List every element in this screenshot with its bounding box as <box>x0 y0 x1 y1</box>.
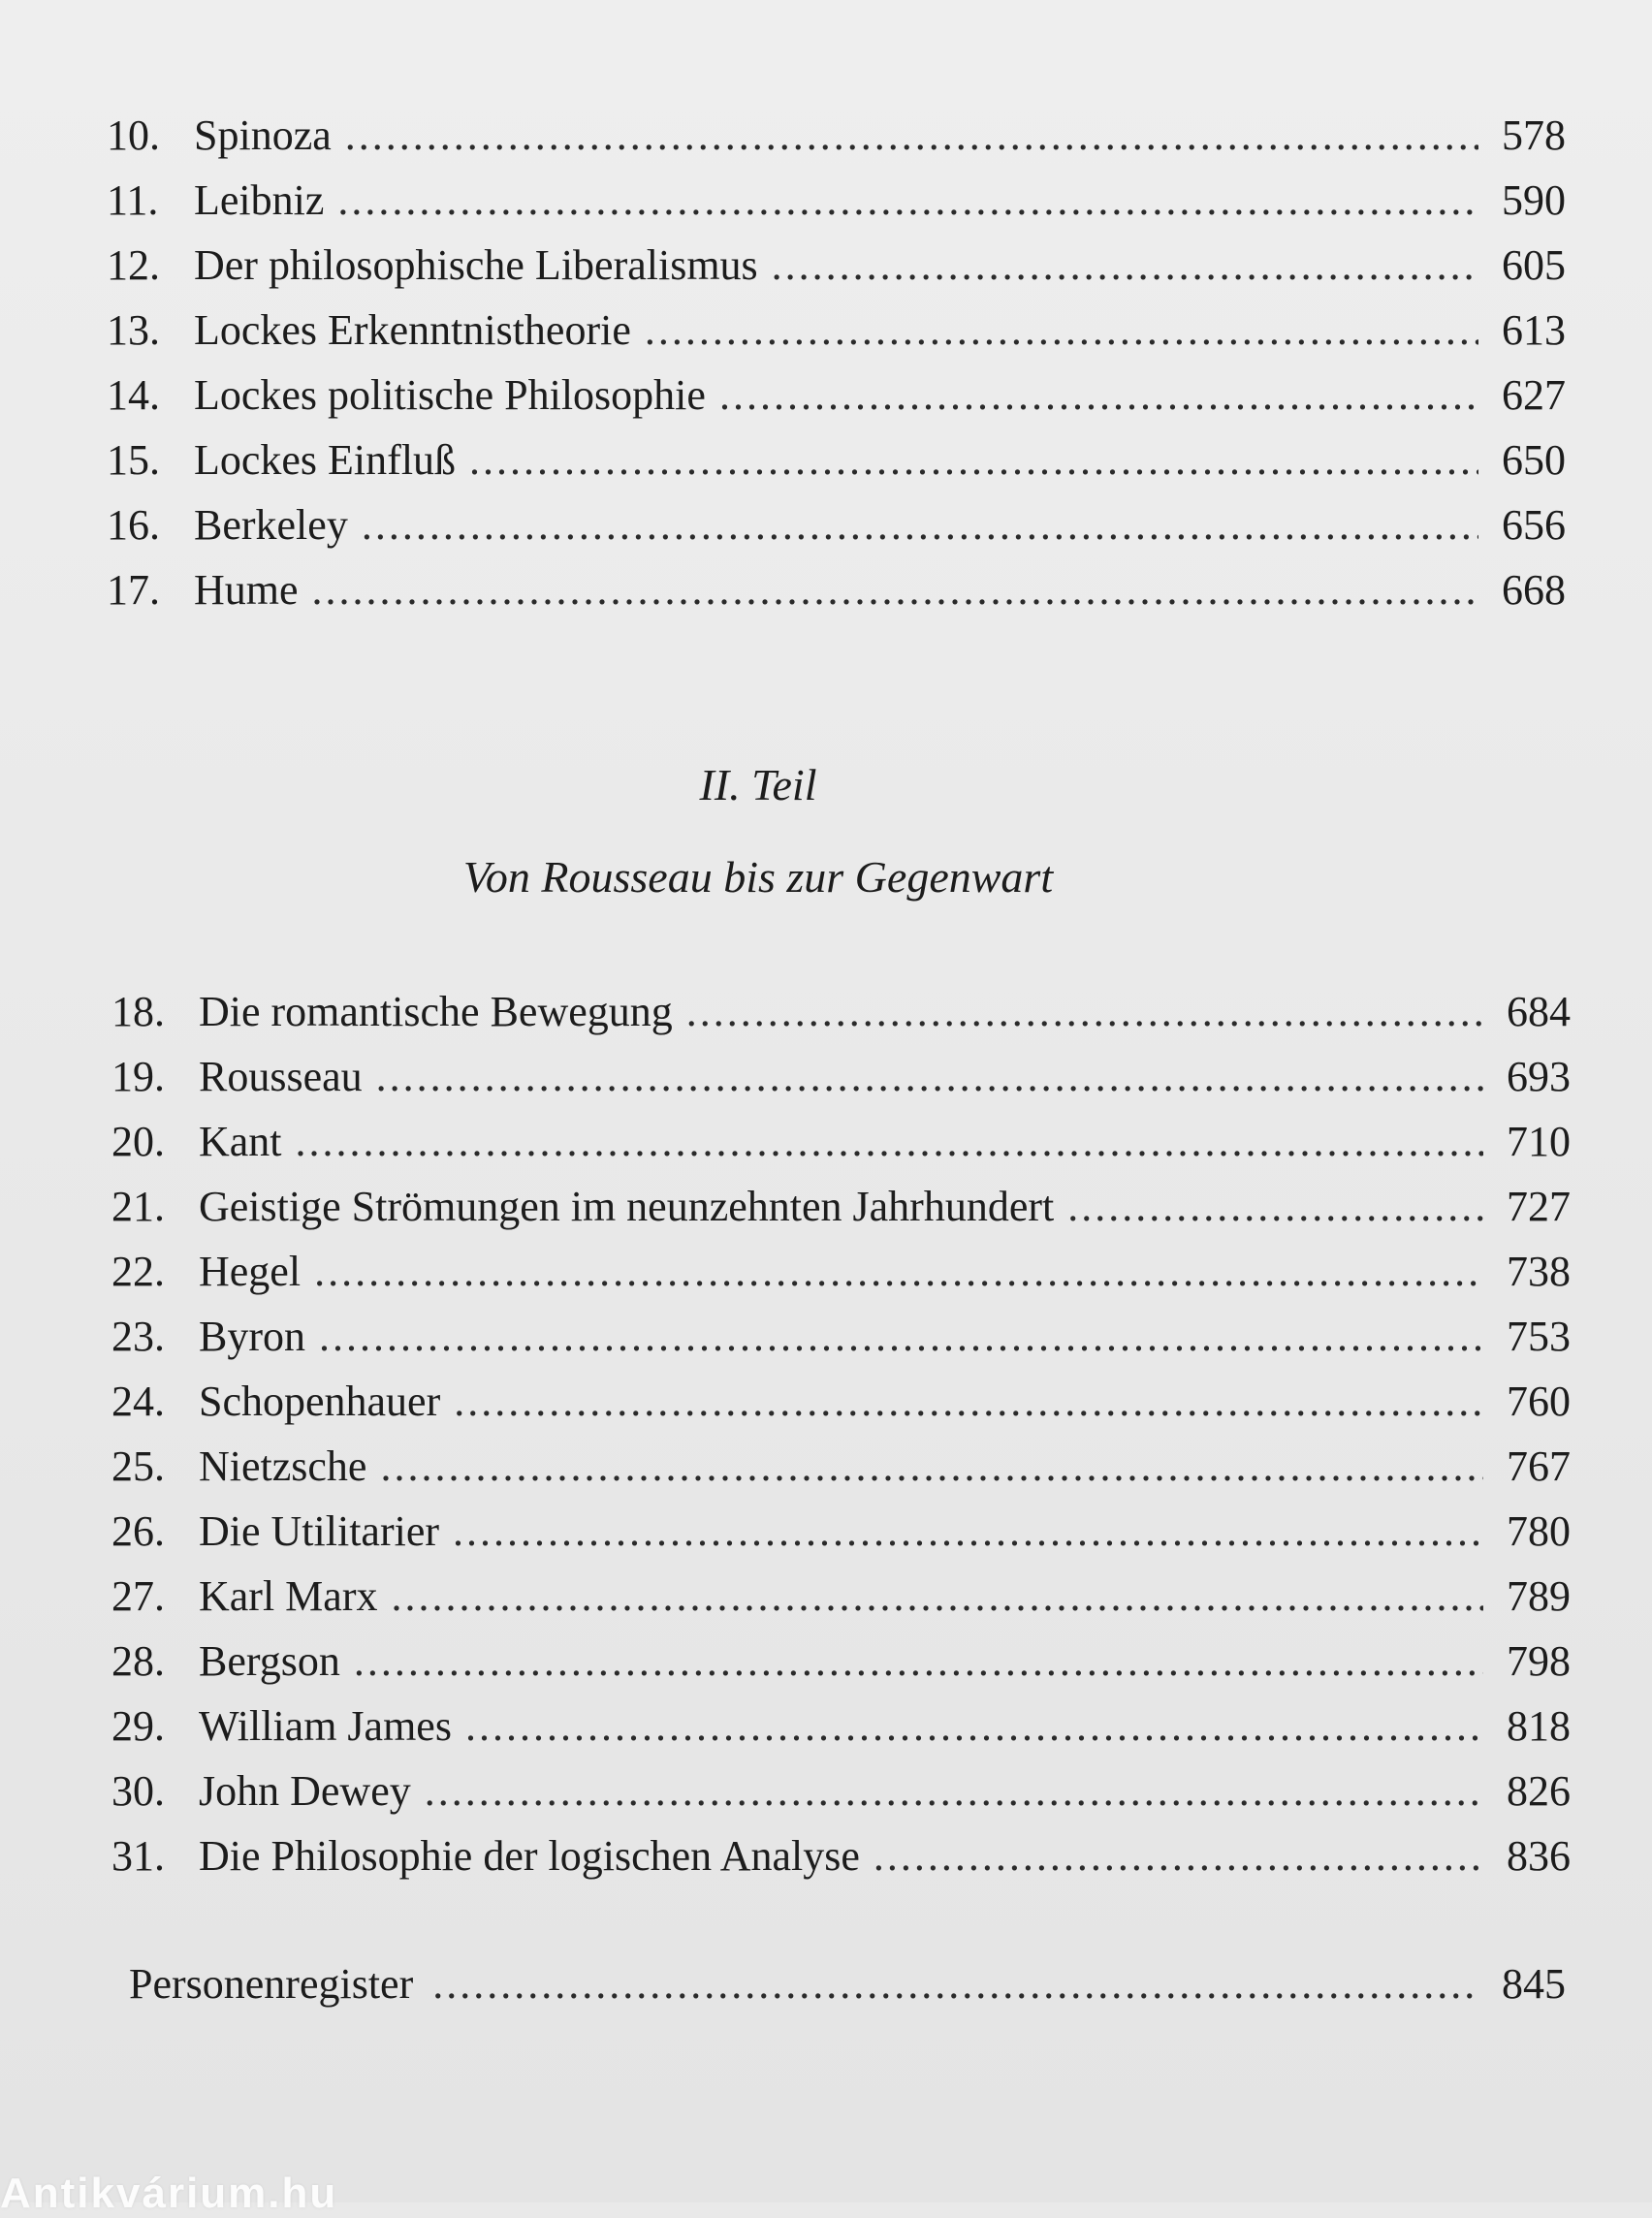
toc-entry <box>107 168 1566 233</box>
toc-entry-number: 10. <box>107 111 160 159</box>
toc-entry-number: 21. <box>111 1183 165 1230</box>
toc-entry-title: Leibniz <box>194 176 325 224</box>
toc-entry-number: 12. <box>107 241 160 289</box>
toc-entry <box>111 1434 1571 1499</box>
toc-entry-page: 789 <box>1507 1572 1571 1620</box>
toc-entry-page: 826 <box>1507 1767 1571 1815</box>
leader-dots <box>392 1564 1484 1629</box>
toc-entry <box>111 1239 1571 1304</box>
toc-entry-title: Die Utilitarier <box>199 1507 440 1555</box>
toc-entry <box>107 298 1566 363</box>
toc-entry-number: 13. <box>107 306 160 354</box>
toc-entry <box>111 1499 1571 1564</box>
toc-entry <box>111 1759 1571 1823</box>
leader-dots <box>645 298 1478 363</box>
toc-entry-title: Lockes Einfluß <box>194 436 457 484</box>
toc-entry-page: 668 <box>1502 566 1566 614</box>
toc-entry-title: Spinoza <box>194 111 332 159</box>
toc-entry-title: William James <box>199 1702 452 1750</box>
toc-entry <box>111 979 1571 1044</box>
toc-entry-number: 18. <box>111 988 165 1035</box>
toc-entry-page: 590 <box>1502 176 1566 224</box>
toc-entry <box>111 1369 1571 1434</box>
toc-entry-number: 14. <box>107 371 160 419</box>
leader-dots <box>312 557 1478 622</box>
toc-entry-page: 684 <box>1507 988 1571 1035</box>
toc-index-section <box>129 1951 1566 2016</box>
toc-entry-page: 650 <box>1502 436 1566 484</box>
leader-dots <box>376 1044 1483 1109</box>
toc-entry-title: Karl Marx <box>199 1572 378 1620</box>
part-subtitle-heading: Von Rousseau bis zur Gegenwart <box>462 852 1054 902</box>
toc-entry <box>111 1694 1571 1759</box>
toc-entry-page: 836 <box>1507 1832 1571 1880</box>
toc-entry-page: 780 <box>1507 1507 1571 1555</box>
toc-entry <box>107 492 1566 557</box>
toc-entry-title: Schopenhauer <box>199 1378 441 1425</box>
toc-entry-page: 753 <box>1507 1313 1571 1360</box>
toc-entry <box>107 233 1566 298</box>
toc-entry-title: Personenregister <box>129 1960 414 2008</box>
toc-entry-number: 23. <box>111 1313 165 1360</box>
leader-dots <box>337 168 1478 233</box>
toc-entry-number: 24. <box>111 1378 165 1425</box>
toc-entry-number: 16. <box>107 501 160 549</box>
leader-dots <box>354 1629 1483 1694</box>
watermark-text: Antikvárium.hu <box>0 2170 338 2217</box>
leader-dots <box>362 492 1478 557</box>
toc-entry-page: 727 <box>1507 1183 1571 1230</box>
toc-entry-number: 27. <box>111 1572 165 1620</box>
toc-entry <box>111 1564 1571 1629</box>
toc-entry-page: 818 <box>1507 1702 1571 1750</box>
leader-dots <box>453 1499 1483 1564</box>
toc-entry-title: Rousseau <box>199 1053 363 1100</box>
toc-entry-number: 31. <box>111 1832 165 1880</box>
toc-entry <box>111 1823 1571 1888</box>
toc-entry-number: 25. <box>111 1442 165 1490</box>
toc-entry-page: 738 <box>1507 1248 1571 1295</box>
toc-entry-page: 760 <box>1507 1378 1571 1425</box>
toc-entry-number: 20. <box>111 1118 165 1165</box>
toc-entry-page: 798 <box>1507 1637 1571 1685</box>
leader-dots <box>465 1694 1483 1759</box>
toc-section-part-1 <box>107 103 1566 622</box>
toc-entry <box>107 428 1566 492</box>
toc-entry-title: John Dewey <box>199 1767 411 1815</box>
toc-entry <box>111 1304 1571 1369</box>
leader-dots <box>874 1823 1483 1888</box>
leader-dots <box>432 1951 1478 2016</box>
toc-entry-title: Byron <box>199 1313 305 1360</box>
toc-entry-title: Die Philosophie der logischen Analyse <box>199 1832 860 1880</box>
leader-dots <box>469 428 1478 492</box>
toc-entry-number: 19. <box>111 1053 165 1100</box>
toc-entry-number: 15. <box>107 436 160 484</box>
toc-entry-page: 627 <box>1502 371 1566 419</box>
toc-entry-index <box>129 1951 1566 2016</box>
leader-dots <box>296 1109 1483 1174</box>
toc-entry-title: Hume <box>194 566 299 614</box>
leader-dots <box>719 363 1478 428</box>
toc-entry-title: Lockes Erkenntnistheorie <box>194 306 631 354</box>
toc-entry-title: Der philosophische Liberalismus <box>194 241 758 289</box>
leader-dots <box>345 103 1478 168</box>
toc-entry <box>107 103 1566 168</box>
toc-entry-title: Berkeley <box>194 501 348 549</box>
leader-dots <box>314 1239 1483 1304</box>
toc-entry-title: Nietzsche <box>199 1442 367 1490</box>
leader-dots <box>319 1304 1483 1369</box>
toc-entry-number: 30. <box>111 1767 165 1815</box>
toc-entry-title: Lockes politische Philosophie <box>194 371 706 419</box>
toc-entry-number: 29. <box>111 1702 165 1750</box>
toc-entry-page: 845 <box>1502 1960 1566 2008</box>
toc-entry-number: 26. <box>111 1507 165 1555</box>
leader-dots <box>425 1759 1483 1823</box>
toc-entry <box>111 1629 1571 1694</box>
toc-entry-page: 578 <box>1502 111 1566 159</box>
toc-entry-title: Die romantische Bewegung <box>199 988 673 1035</box>
toc-entry-number: 17. <box>107 566 160 614</box>
toc-entry-page: 605 <box>1502 241 1566 289</box>
toc-entry-page: 693 <box>1507 1053 1571 1100</box>
toc-entry-number: 28. <box>111 1637 165 1685</box>
toc-entry-title: Bergson <box>199 1637 340 1685</box>
toc-entry <box>111 1174 1571 1239</box>
toc-entry-title: Hegel <box>199 1248 302 1295</box>
leader-dots <box>772 233 1478 298</box>
toc-entry-title: Kant <box>199 1118 282 1165</box>
toc-entry-title: Geistige Strömungen im neunzehnten Jahrhundert <box>199 1183 1055 1230</box>
toc-entry <box>107 363 1566 428</box>
toc-entry <box>111 1044 1571 1109</box>
leader-dots <box>454 1369 1483 1434</box>
toc-entry-page: 613 <box>1502 306 1566 354</box>
toc-entry-number: 11. <box>107 176 159 224</box>
toc-entry-number: 22. <box>111 1248 165 1295</box>
toc-section-part-2 <box>111 979 1571 1888</box>
part-number-heading: II. Teil <box>699 760 817 809</box>
leader-dots <box>380 1434 1483 1499</box>
toc-entry-page: 767 <box>1507 1442 1571 1490</box>
leader-dots <box>686 979 1483 1044</box>
toc-entry <box>107 557 1566 622</box>
toc-entry-page: 710 <box>1507 1118 1571 1165</box>
toc-entry <box>111 1109 1571 1174</box>
leader-dots <box>1067 1174 1483 1239</box>
toc-entry-page: 656 <box>1502 501 1566 549</box>
